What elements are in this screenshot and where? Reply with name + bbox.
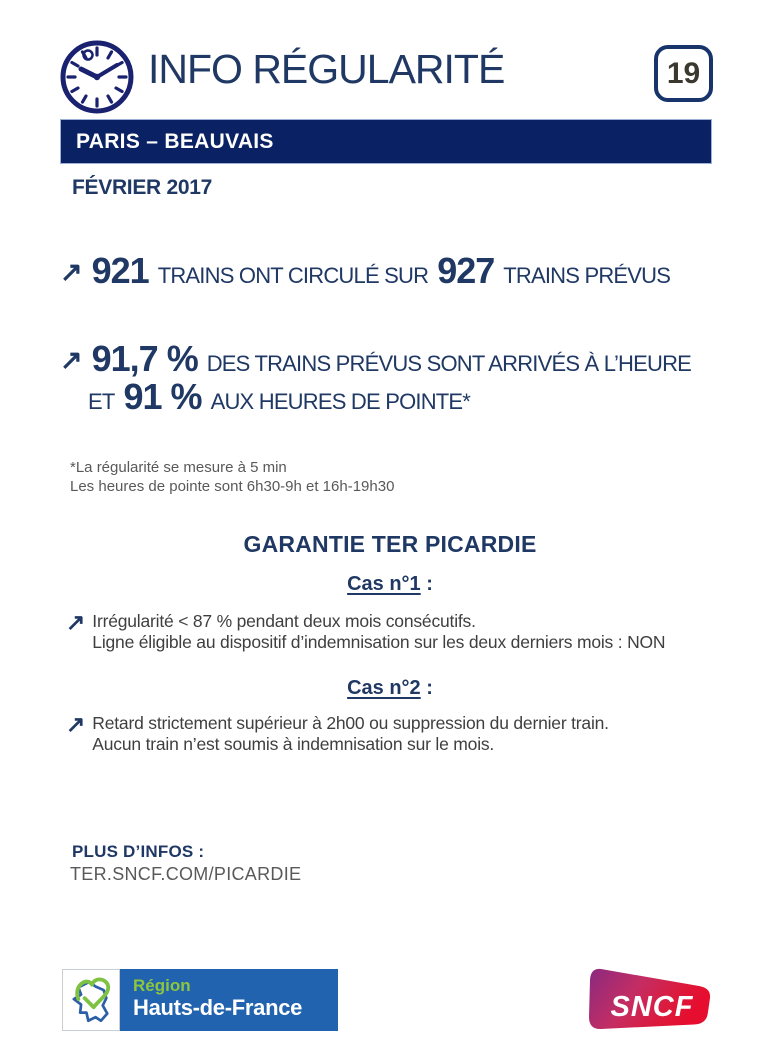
case-1-line1: Irrégularité < 87 % pendant deux mois consécutifs.	[92, 611, 476, 631]
case-1-bullet	[66, 611, 665, 653]
clock-icon	[58, 38, 136, 116]
more-info-label: PLUS D’INFOS :	[72, 842, 205, 861]
case-2-text	[92, 713, 609, 755]
up-arrow-icon: ↗	[66, 711, 86, 737]
region-hauts-de-france-logo	[62, 969, 338, 1031]
punctuality-all-value: 91,7 %	[91, 338, 198, 379]
trains-planned-text: TRAINS PRÉVUS	[503, 263, 671, 288]
route-banner	[60, 119, 712, 164]
case-2-bullet	[66, 713, 609, 755]
case-2-heading	[0, 677, 768, 700]
punctuality-peak-value: 91 %	[123, 376, 202, 417]
france-map-icon	[62, 969, 120, 1031]
footnote-line1: *La régularité se mesure à 5 min	[70, 459, 287, 476]
stat-trains-run	[60, 250, 670, 292]
page-number: 19	[666, 56, 701, 90]
trains-planned-value: 927	[437, 250, 495, 291]
case-2-line2: Aucun train n’est soumis à indemnisation sur le mois.	[92, 734, 495, 754]
up-arrow-icon: ↗	[60, 345, 83, 375]
up-arrow-icon: ↗	[60, 257, 83, 287]
trains-run-text: TRAINS ONT CIRCULÉ SUR	[157, 263, 429, 288]
footnote	[70, 458, 394, 496]
punctuality-peak-prefix: ET	[88, 389, 115, 414]
case-2-line1: Retard strictement supérieur à 2h00 ou suppression du dernier train.	[92, 713, 609, 733]
punctuality-all-text: DES TRAINS PRÉVUS SONT ARRIVÉS À L’HEURE	[206, 351, 692, 376]
sncf-logo-text: SNCF	[610, 991, 694, 1023]
page-number-badge	[654, 45, 713, 102]
route-banner-label: PARIS – BEAUVAIS	[76, 129, 274, 153]
region-logo-text	[120, 969, 338, 1031]
sncf-logo	[586, 966, 714, 1034]
region-logo-line2: Hauts-de-France	[133, 995, 303, 1020]
case-1-heading	[0, 573, 768, 596]
footnote-line2: Les heures de pointe sont 6h30-9h et 16h-19h30	[70, 478, 395, 495]
up-arrow-icon: ↗	[66, 609, 86, 635]
stat-punctuality	[60, 338, 691, 380]
page-title: INFO RÉGULARITÉ	[148, 46, 505, 92]
punctuality-peak-text: AUX HEURES DE POINTE*	[210, 389, 471, 414]
case-1-line2: Ligne éligible au dispositif d’indemnisation sur les deux derniers mois : NON	[92, 632, 666, 652]
case-1-label: Cas n°1	[347, 573, 421, 595]
stat-punctuality-peak	[88, 376, 470, 418]
region-logo-line1: Région	[133, 976, 191, 995]
case-2-colon: :	[420, 677, 433, 699]
case-1-text	[92, 611, 665, 653]
case-1-colon: :	[420, 573, 433, 595]
garantie-title: GARANTIE TER PICARDIE	[243, 531, 537, 557]
case-2-label: Cas n°2	[347, 677, 421, 699]
period-label: FÉVRIER 2017	[72, 176, 212, 199]
trains-run-value: 921	[91, 250, 149, 291]
more-info-url: TER.SNCF.COM/PICARDIE	[70, 864, 302, 884]
